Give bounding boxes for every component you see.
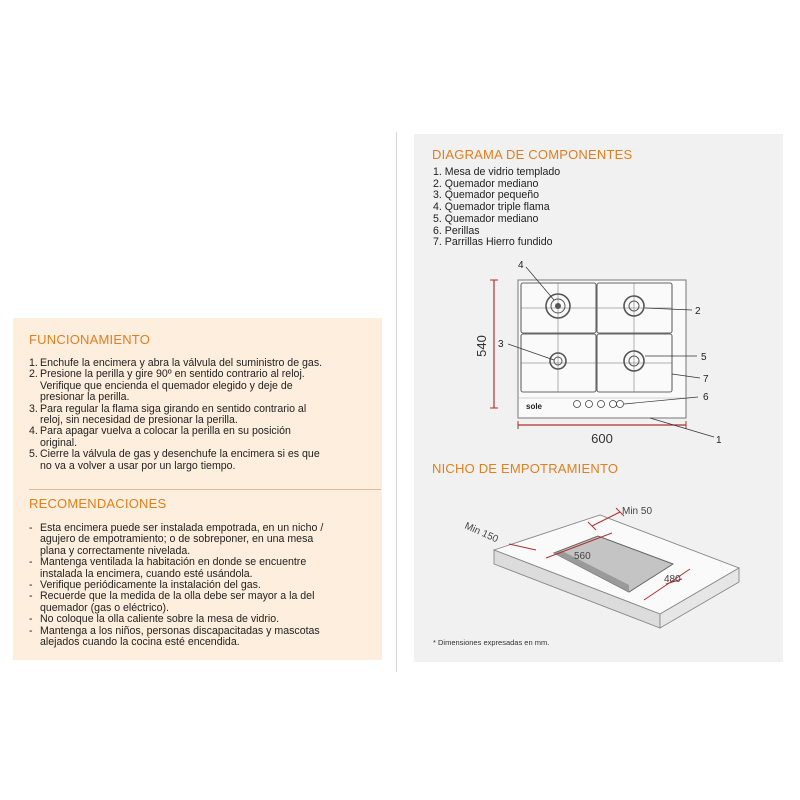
bullet-dash: - bbox=[29, 613, 33, 626]
depth480-label: 480 bbox=[664, 574, 681, 585]
item-line: presionar la perilla. bbox=[40, 391, 130, 404]
item-line: Verifique que encienda el quemador elegido y deje de bbox=[40, 379, 293, 392]
component-item: 2. Quemador mediano bbox=[433, 177, 539, 190]
funcionamiento-item bbox=[29, 426, 375, 449]
item-line: quemador (gas o eléctrico). bbox=[40, 601, 169, 614]
item-line: alejados cuando la cocina esté encendida. bbox=[40, 636, 240, 649]
item-line: Esta encimera puede ser instalada empotrada, en un nicho / bbox=[40, 522, 324, 534]
callout-1: 1 bbox=[716, 435, 722, 446]
item-line: Presione la perilla y gire 90º en sentido contrario al reloj. bbox=[40, 368, 305, 381]
recomendacion-item bbox=[29, 614, 375, 625]
item-line: instalada la encimera, cuando esté usándola. bbox=[40, 567, 253, 580]
item-line: Cierre la válvula de gas y desenchufe la encimera si es que bbox=[40, 448, 320, 461]
item-text bbox=[40, 557, 306, 580]
cooktop-diagram bbox=[414, 134, 783, 662]
item-line: Mantenga a los niños, personas discapacitadas y mascotas bbox=[40, 624, 320, 637]
item-line: Mantenga ventilada la habitación en donde se encuentre bbox=[40, 556, 307, 569]
bullet-dash: - bbox=[29, 590, 33, 603]
item-text bbox=[40, 404, 306, 427]
item-text bbox=[40, 426, 291, 449]
item-text bbox=[40, 614, 279, 625]
width-label: 600 bbox=[591, 431, 613, 446]
item-line: no va a volver a usar por un largo tiempo. bbox=[40, 459, 236, 472]
item-line: plana y correctamente nivelada. bbox=[40, 544, 191, 557]
section-divider bbox=[29, 489, 381, 490]
item-number: 5. bbox=[29, 448, 38, 461]
column-divider bbox=[396, 132, 397, 672]
item-line: Para regular la flama siga girando en sentido contrario al bbox=[40, 402, 307, 415]
component-item: 1. Mesa de vidrio templado bbox=[433, 166, 561, 178]
width560-label: 560 bbox=[574, 551, 591, 562]
item-number: 3. bbox=[29, 402, 38, 415]
item-text bbox=[40, 626, 320, 649]
item-line: reloj, sin necesidad de presionar la perilla. bbox=[40, 414, 238, 427]
min50-label: Min 50 bbox=[622, 506, 653, 517]
nicho-title: NICHO DE EMPOTRAMIENTO bbox=[432, 461, 619, 476]
callout-6: 6 bbox=[703, 392, 709, 403]
width-dimension bbox=[518, 421, 686, 446]
bullet-dash: - bbox=[29, 522, 33, 534]
component-item: 6. Perillas bbox=[433, 224, 480, 237]
item-line: No coloque la olla caliente sobre la mesa de vidrio. bbox=[40, 613, 280, 626]
item-text bbox=[40, 523, 323, 557]
funcionamiento-list bbox=[29, 358, 375, 472]
component-item: 3. Quemador pequeño bbox=[433, 189, 540, 202]
item-text bbox=[40, 369, 305, 403]
recomendacion-item bbox=[29, 557, 375, 580]
diagram-panel bbox=[414, 134, 783, 662]
item-number: 4. bbox=[29, 425, 38, 438]
component-item: 4. Quemador triple flama bbox=[433, 201, 550, 214]
niche-diagram bbox=[463, 506, 739, 628]
min150-label: Min 150 bbox=[462, 520, 500, 546]
footnote: * Dimensiones expresadas en mm. bbox=[433, 638, 550, 647]
item-number: 2. bbox=[29, 368, 38, 381]
callout-4: 4 bbox=[518, 260, 524, 271]
brand-logo: sole bbox=[526, 402, 543, 411]
item-line: Para apagar vuelva a colocar la perilla en su posición bbox=[40, 425, 291, 438]
bullet-dash: - bbox=[29, 579, 33, 592]
recomendacion-item bbox=[29, 523, 375, 557]
item-text bbox=[40, 591, 314, 614]
funcionamiento-item bbox=[29, 369, 375, 403]
recomendacion-item bbox=[29, 626, 375, 649]
item-line: Enchufe la encimera y abra la válvula del suministro de gas. bbox=[40, 357, 323, 369]
glass-top bbox=[518, 280, 686, 418]
funcionamiento-title: FUNCIONAMIENTO bbox=[29, 332, 151, 347]
height-label: 540 bbox=[474, 335, 489, 357]
bullet-dash: - bbox=[29, 624, 33, 637]
height-dimension bbox=[474, 280, 498, 408]
funcionamiento-item bbox=[29, 449, 375, 472]
recomendaciones-list bbox=[29, 523, 375, 648]
item-line: Verifique periódicamente la instalación del gas. bbox=[40, 579, 261, 592]
item-line: original. bbox=[40, 436, 78, 449]
diagrama-title: DIAGRAMA DE COMPONENTES bbox=[432, 147, 633, 162]
funcionamiento-item bbox=[29, 404, 375, 427]
item-number: 1. bbox=[29, 357, 38, 369]
component-item: 5. Quemador mediano bbox=[433, 212, 539, 225]
item-text bbox=[40, 449, 320, 472]
item-line: Recuerde que la medida de la olla debe ser mayor a la del bbox=[40, 590, 315, 603]
item-line: agujero de empotramiento; o de sobreponer, en una mesa bbox=[40, 533, 314, 546]
component-item: 7. Parrillas Hierro fundido bbox=[433, 236, 553, 249]
bullet-dash: - bbox=[29, 556, 33, 569]
recomendaciones-title: RECOMENDACIONES bbox=[29, 496, 167, 511]
callout-3: 3 bbox=[498, 339, 504, 350]
callout-5: 5 bbox=[701, 352, 707, 363]
callout-2: 2 bbox=[695, 306, 701, 317]
instructions-panel bbox=[13, 318, 382, 660]
callout-7: 7 bbox=[703, 374, 709, 385]
recomendacion-item bbox=[29, 591, 375, 614]
